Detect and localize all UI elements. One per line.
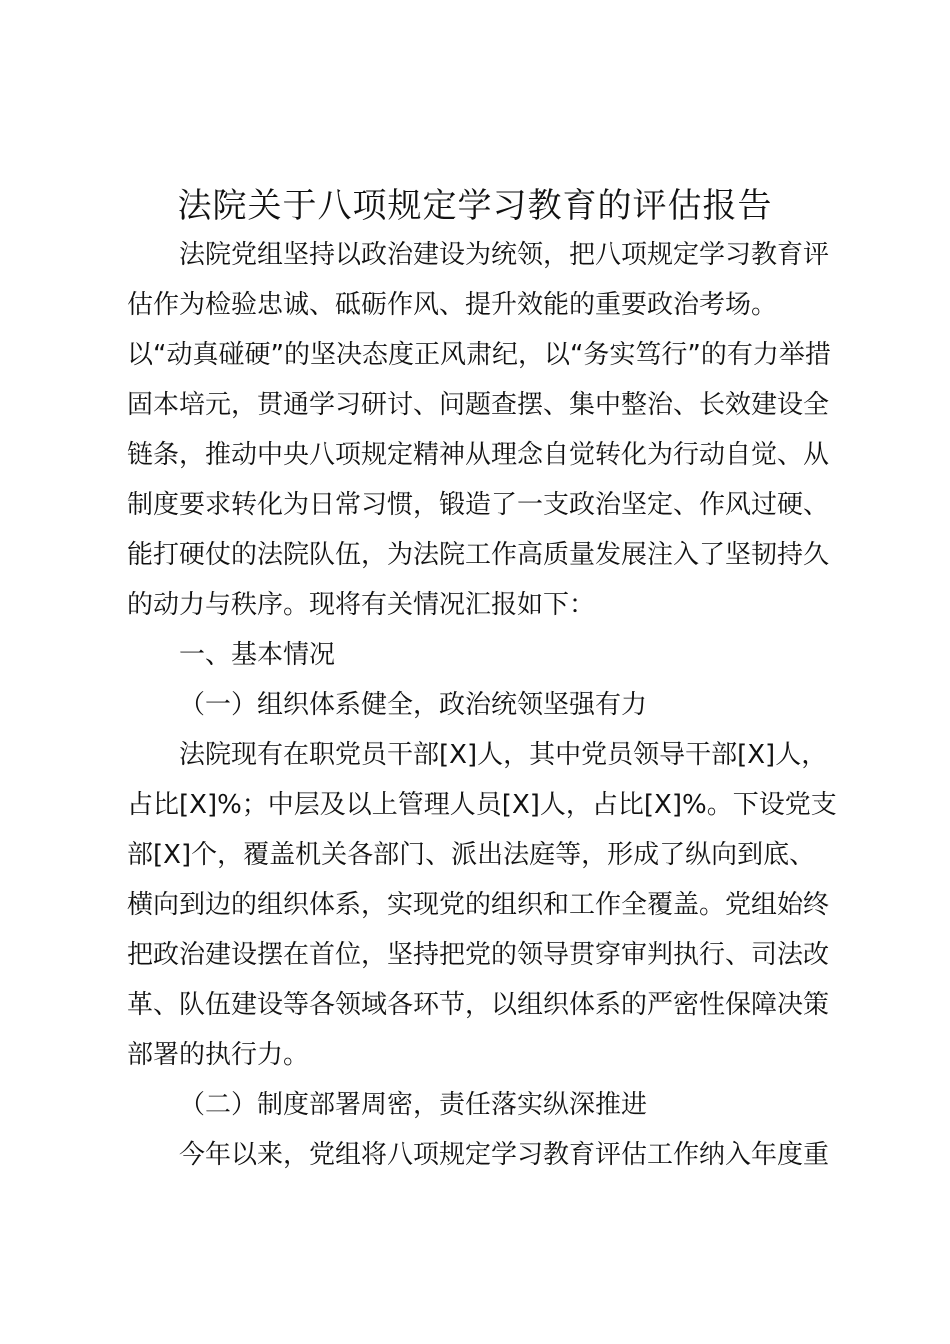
subsection-system-deployment-paragraph: 今年以来，党组将八项规定学习教育评估工作纳入年度重 [179, 1140, 830, 1170]
subsection-heading-system-deployment: （二）制度部署周密，责任落实纵深推进 [179, 1090, 648, 1120]
document-body [127, 230, 839, 1180]
intro-paragraph: 法院党组坚持以政治建设为统领，把八项规定学习教育评估作为检验忠诚、砥砺作风、提升效能的重要政治考场。以“动真碰硬”的坚决态度正风肃纪，以“务实笃行”的有力举措固本培元，贯通学习研讨、问题查摆、集中整治、长效建设全链条，推动中央八项规定精神从理念自觉转化为行动自觉、从制度要求转化为日常习惯，锻造了一支政治坚定、作风过硬、能打硬仗的法院队伍，为法院工作高质量发展注入了坚韧持久的动力与秩序。现将有关情况汇报如下： [127, 240, 831, 620]
subsection-heading-organization: （一）组织体系健全，政治统领坚强有力 [179, 690, 648, 720]
document-title: 法院关于八项规定学习教育的评估报告 [177, 186, 773, 226]
section-heading-basic-situation: 一、基本情况 [179, 640, 336, 670]
subsection-organization-paragraph: 法院现有在职党员干部[X]人，其中党员领导干部[X]人，占比[X]%；中层及以上管理人员[X]人，占比[X]%。下设党支部[X]个，覆盖机关各部门、派出法庭等，形成了纵向到底、横向到边的组织体系，实现党的组织和工作全覆盖。党组始终把政治建设摆在首位，坚持把党的领导贯穿审判执行、司法改革、队伍建设等各领域各环节，以组织体系的严密性保障决策部署的执行力。 [127, 740, 837, 1070]
